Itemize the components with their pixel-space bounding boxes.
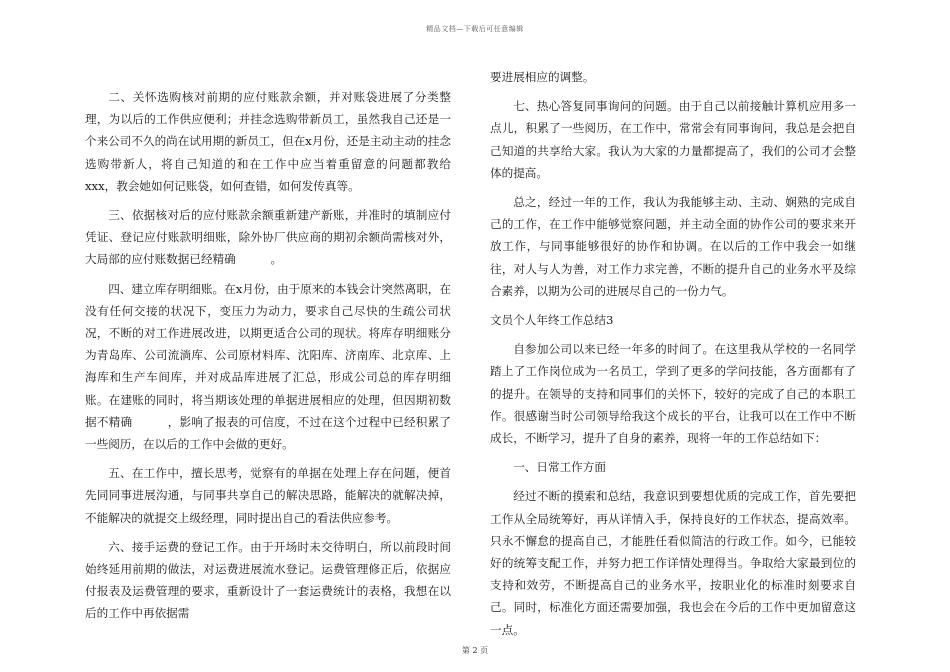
- paragraph: 四、建立库存明细账。在x月份，由于原来的本钱会计突然离职，在没有任何交接的状况下，变压力为动力，要求自己尽快的生疏公司状况，不断的对工作进展改进，以期更适合公司的现状。将库存明细账分为青岛库、公司流淌库、公司原材料库、沈阳库、济南库、北京库、上海库和生产车间库，并对成品库进展了汇总，形成公司总的库存明细账。在建账的同时，将当期该处理的单据进展相应的处理，但因期初数据不精确 ，影响了报表的可信度，不过在这个过程中已经积累了一些阅历，在以后的工作中会做的更好。: [85, 281, 451, 452]
- paragraph: 六、接手运费的登记工作。由于开场时未交待明白，所以前段时间始终延用前期的做法，对运费进展流水登记。运费管理修正后，依据应付报表及运费管理的要求，重新设计了一套运费统计的表格，我想在以后的工作中再依据需: [85, 539, 451, 621]
- left-column: [85, 86, 451, 632]
- right-column: [490, 66, 856, 648]
- page-header: 精品文档—下载后可任意编辑: [426, 25, 524, 33]
- paragraph: 五、在工作中，擅长思考，觉察有的单据在处理上存在问题，便首先同同事进展沟通，与同事共享自己的解决思路，能解决的就解决掉，不能解决的就提交上级经理，同时提出自己的看法供应参考。: [85, 466, 451, 525]
- paragraph: 三、依据核对后的应付账款余额重新建产新账，并准时的填制应付凭证、登记应付账款明细账，除外协厂供应商的期初余额尚需核对外，大局部的应付账数据已经精确 。: [85, 208, 451, 267]
- paragraph: 总之，经过一年的工作，我认为我能够主动、主动、娴熟的完成自己的工作，在工作中能够觉察问题，并主动全面的协作公司的要求来开放工作，与同事能够很好的协作和协调。在以后的工作中我会一如继往，对人与人为善，对工作力求完善，不断的提升自己的业务水平及综合素养，以期为公司的进展尽自己的一份力气。: [490, 195, 856, 298]
- paragraph: 自参加公司以来已经一年多的时间了。在这里我从学校的一名同学踏上了工作岗位成为一名员工，学到了更多的学问技能，各方面都有了的提升。在领导的支持和同事们的关怀下，较好的完成了自己的本职工作。很感谢当时公司领导给我这个成长的平台，让我可以在工作中不断成长，不断学习，提升了自身的素养，现将一年的工作总结如下：: [490, 342, 856, 446]
- paragraph: 二、关怀选购核对前期的应付账款余额，并对账袋进展了分类整理，为以后的工作供应便利；并挂念选购带新员工，虽然我自己还是一个来公司不久的尚在试用期的新员工，但在x月份，还是主动主动的挂念选购带新人，将自己知道的和在工作中应当着重留意的问题都教给xxx，教会她如何记账袋，如何查错，如何发传真等。: [85, 90, 451, 193]
- paragraph: 七、热心答复同事询问的问题。由于自己以前接触计算机应用多一点儿，积累了一些阅历，在工作中，常常会有同事询问，我总是会把自己知道的共享给大家。我认为大家的力量都提高了，我们的公司才会整体的提高。: [490, 99, 856, 180]
- subsection-heading: 一、日常工作方面: [513, 460, 606, 475]
- page-number: 第 2 页: [461, 646, 489, 655]
- section-title: 文员个人年终工作总结3: [490, 313, 614, 328]
- paragraph: 经过不断的摸索和总结，我意识到要想优质的完成工作，首先要把工作从全局统筹好，再从详情入手，保持良好的工作状态，提高效率。只永不懈怠的提高自己，才能胜任看似简洁的行政工作。如今，已能较好的统筹支配工作，并努力把工作详情处理得当。争取给大家最到位的支持和效劳，不断提高自己的业务水平，按职业化的标准时刻要求自己。同时，标准化方面还需要加强，我也会在今后的工作中更加留意这一点。: [490, 489, 856, 637]
- paragraph-continuation: 要进展相应的调整。: [490, 70, 595, 84]
